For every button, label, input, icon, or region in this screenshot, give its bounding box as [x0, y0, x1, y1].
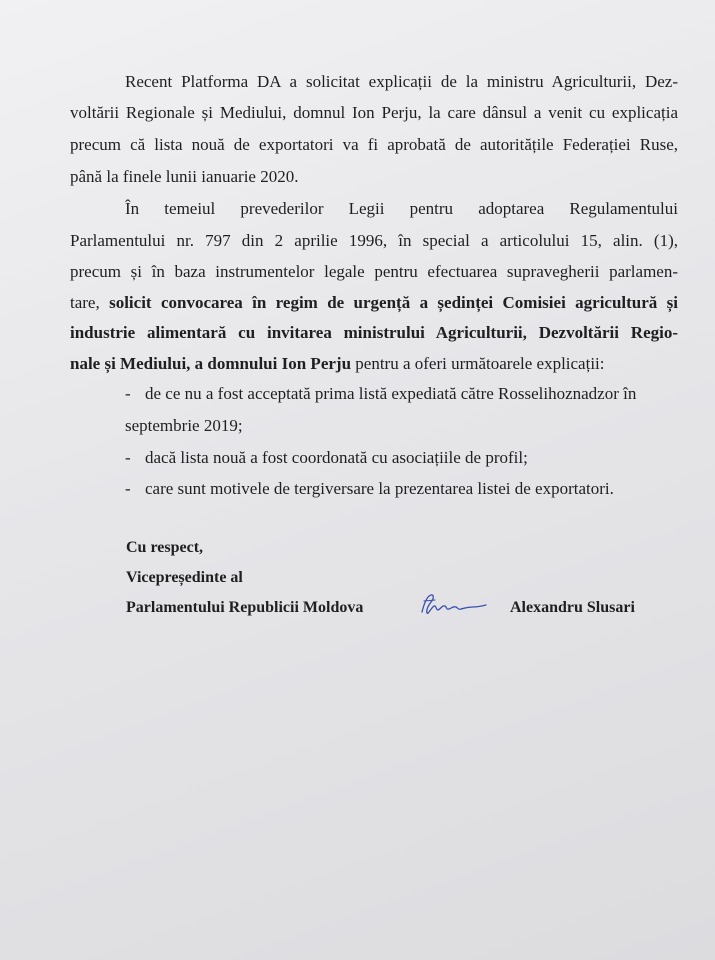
paragraph-2-line-1: În temeiul prevederilor Legii pentru adoptarea Regulamentului: [125, 199, 678, 218]
list-item-text: septembrie 2019;: [125, 416, 243, 435]
list-item: [125, 479, 614, 499]
paragraph-2-line-4-bold: solicit convocarea în regim de urgență a ședinței Comisiei agricultură și: [109, 293, 678, 312]
list-dash: -: [125, 384, 131, 403]
list-item-text: de ce nu a fost acceptată prima listă expediată către Rosselihoznadzor în: [145, 384, 637, 403]
paragraph-1-line-2: voltării Regionale și Mediului, domnul Ion Perju, la care dânsul a venit cu explicația: [70, 103, 678, 122]
list-item: [125, 384, 636, 404]
list-item-text: care sunt motivele de tergiversare la prezentarea listei de exportatori.: [145, 479, 614, 498]
paragraph-2-line-3: precum și în baza instrumentelor legale pentru efectuarea supravegherii parlamen-: [70, 262, 678, 281]
closing-greeting: Cu respect,: [126, 539, 204, 556]
signer-title-line-2: Parlamentului Republicii Moldova: [126, 599, 364, 616]
paragraph-2-line-6-bold: nale și Mediului, a domnului Ion Perju: [70, 354, 352, 373]
list-item: [125, 448, 528, 468]
signer-name: Alexandru Slusari: [510, 599, 635, 616]
paragraph-2-line-6-normal: pentru a oferi următoarele explicații:: [351, 354, 605, 373]
paragraph-2-line-6: [70, 354, 678, 374]
list-dash: -: [125, 479, 131, 498]
list-item-continuation: [125, 416, 243, 436]
paragraph-2-line-2: Parlamentului nr. 797 din 2 aprilie 1996, în special a articolului 15, alin. (1),: [70, 231, 678, 250]
list-item-text: dacă lista nouă a fost coordonată cu asociațiile de profil;: [145, 448, 528, 467]
paragraph-1-line-4: până la finele lunii ianuarie 2020.: [70, 167, 299, 186]
handwritten-signature: [418, 590, 490, 620]
paragraph-1-line-1: Recent Platforma DA a solicitat explicații de la ministru Agriculturii, Dez-: [125, 72, 678, 91]
paragraph-1-line-3: precum că lista nouă de exportatori va fi aprobată de autoritățile Federației Ruse,: [70, 135, 678, 154]
signer-title-line-1: Vicepreședinte al: [126, 569, 243, 586]
paragraph-2-line-4: [70, 293, 678, 313]
list-dash: -: [125, 448, 131, 467]
paragraph-2-line-5: industrie alimentară cu invitarea ministrului Agriculturii, Dezvoltării Regio-: [70, 323, 678, 342]
paragraph-2-line-4-normal: tare,: [70, 293, 110, 312]
